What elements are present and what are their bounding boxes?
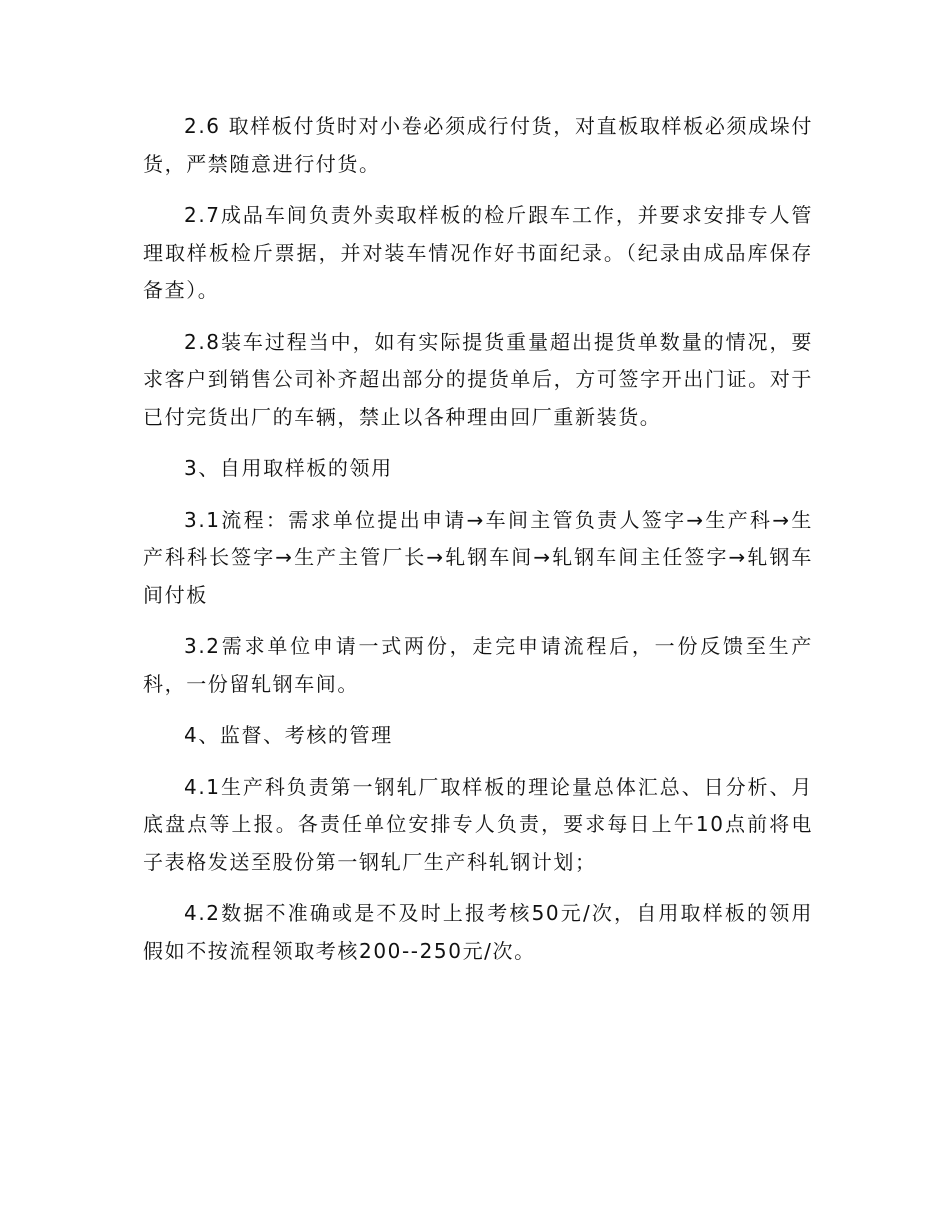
section-heading-4: 4、监督、考核的管理: [184, 723, 393, 747]
paragraph-2-8: 2.8装车过程当中，如有实际提货重量超出提货单数量的情况，要求客户到销售公司补齐超出部分的提货单后，方可签字开出门证。对于已付完货出厂的车辆，禁止以各种理由回厂重新装货。: [143, 329, 813, 429]
paragraph-4-2: 4.2数据不准确或是不及时上报考核50元/次，自用取样板的领用假如不按流程领取考核200--250元/次。: [143, 901, 813, 963]
paragraph-3-1: 3.1流程：需求单位提出申请→车间主管负责人签字→生产科→生产科科长签字→生产主管厂长→轧钢车间→轧钢车间主任签字→轧钢车间付板: [143, 507, 813, 607]
paragraph-4-1: 4.1生产科负责第一钢轧厂取样板的理论量总体汇总、日分析、月底盘点等上报。各责任单位安排专人负责，要求每日上午10点前将电子表格发送至股份第一钢轧厂生产科轧钢计划；: [143, 774, 813, 874]
paragraph-3-2: 3.2需求单位申请一式两份，走完申请流程后，一份反馈至生产科，一份留轧钢车间。: [143, 634, 813, 696]
document-body: [143, 108, 813, 984]
paragraph-2-6: 2.6 取样板付货时对小卷必须成行付货，对直板取样板必须成垛付货，严禁随意进行付货。: [143, 114, 813, 176]
section-heading-3: 3、自用取样板的领用: [184, 456, 393, 480]
paragraph-2-7: 2.7成品车间负责外卖取样板的检斤跟车工作，并要求安排专人管理取样板检斤票据，并对装车情况作好书面纪录。（纪录由成品库保存备查）。: [143, 203, 813, 302]
